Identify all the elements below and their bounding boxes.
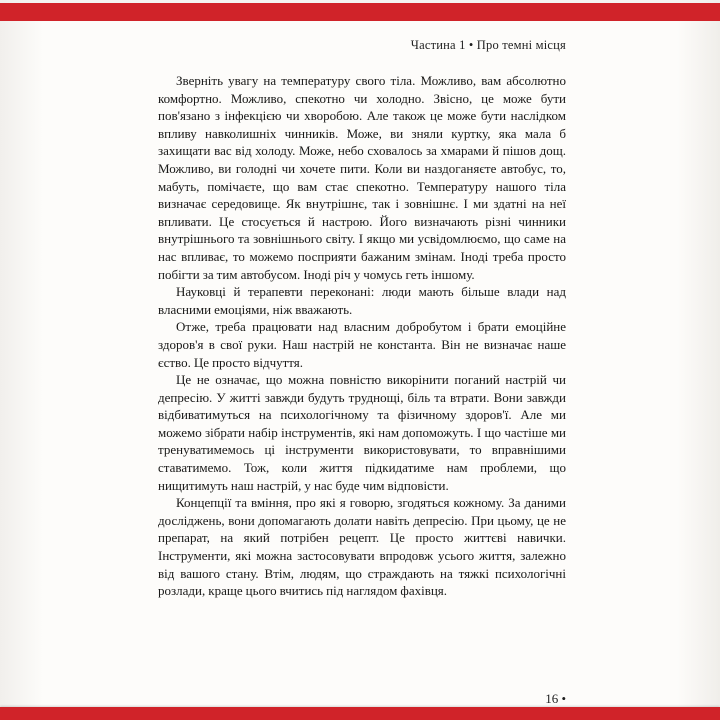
- paragraph: Концепції та вміння, про які я говорю, згодяться кожному. За даними досліджень, вони допомагають долати навіть депресію. При цьому, це не препарат, на який потрібен рецепт. Це просто життєві навички. Інструменти, які можна застосовувати впродовж усього життя, залежно від вашого стану. Втім, людям, що страждають на тяжкі психологічні розлади, краще цього вчитись під наглядом фахівця.: [158, 495, 566, 599]
- paragraph: Науковці й терапевти переконані: люди мають більше влади над власними емоціями, ніж вважають.: [158, 284, 566, 317]
- page-body-text: [158, 72, 566, 600]
- running-head: Частина 1 • Про темні місця: [410, 38, 566, 52]
- paragraph: Отже, треба працювати над власним добробутом і брати емоційне здоров'я в свої руки. Наш настрій не константа. Він не визначає наше єство. Це просто відчуття.: [158, 319, 566, 370]
- page-number: 16 •: [545, 691, 566, 706]
- book-cover-edge-top: [0, 3, 720, 21]
- paragraph: Це не означає, що можна повністю викорінити поганий настрій чи депресію. У житті завжди будуть труднощі, біль та втрати. Вони завжди відбиватимуться на психологічному та фізичному здоров'ї. Але ми можемо зібрати набір інструментів, які нам допоможуть. І що частіше ми тренуватимемось ці інструменти використовувати, то вправнішими ставатимемо. Тож, коли життя підкидатиме нам проблеми, що нищитимуть наш настрій, у нас буде чим відповісти.: [158, 372, 566, 493]
- book-cover-edge-bottom: [0, 707, 720, 720]
- paragraph: Зверніть увагу на температуру свого тіла. Можливо, вам абсолютно комфортно. Можливо, спекотно чи холодно. Звісно, це може бути пов'язано з інфекцією чи хворобою. Але також це може бути наслідком впливу навколишніх чинників. Може, ви зняли куртку, яка мала б захищати вас від холоду. Може, небо сховалось за хмарами й пішов дощ. Можливо, ви голодні чи хочете пити. Коли ви наздоганяєте автобус, то, мабуть, помічаєте, що вам стає спекотно. Температуру нашого тіла визначає середовище. Як внутрішнє, так і зовнішнє. І ми здатні на неї впливати. Це стосується й настрою. Його визначають різні чинники внутрішнього та зовнішнього світу. І якщо ми усвідомлюємо, що саме на нас впливає, то можемо посприяти бажаним змінам. Іноді треба просто побігти за тим автобусом. Іноді річ у чомусь геть іншому.: [158, 73, 566, 282]
